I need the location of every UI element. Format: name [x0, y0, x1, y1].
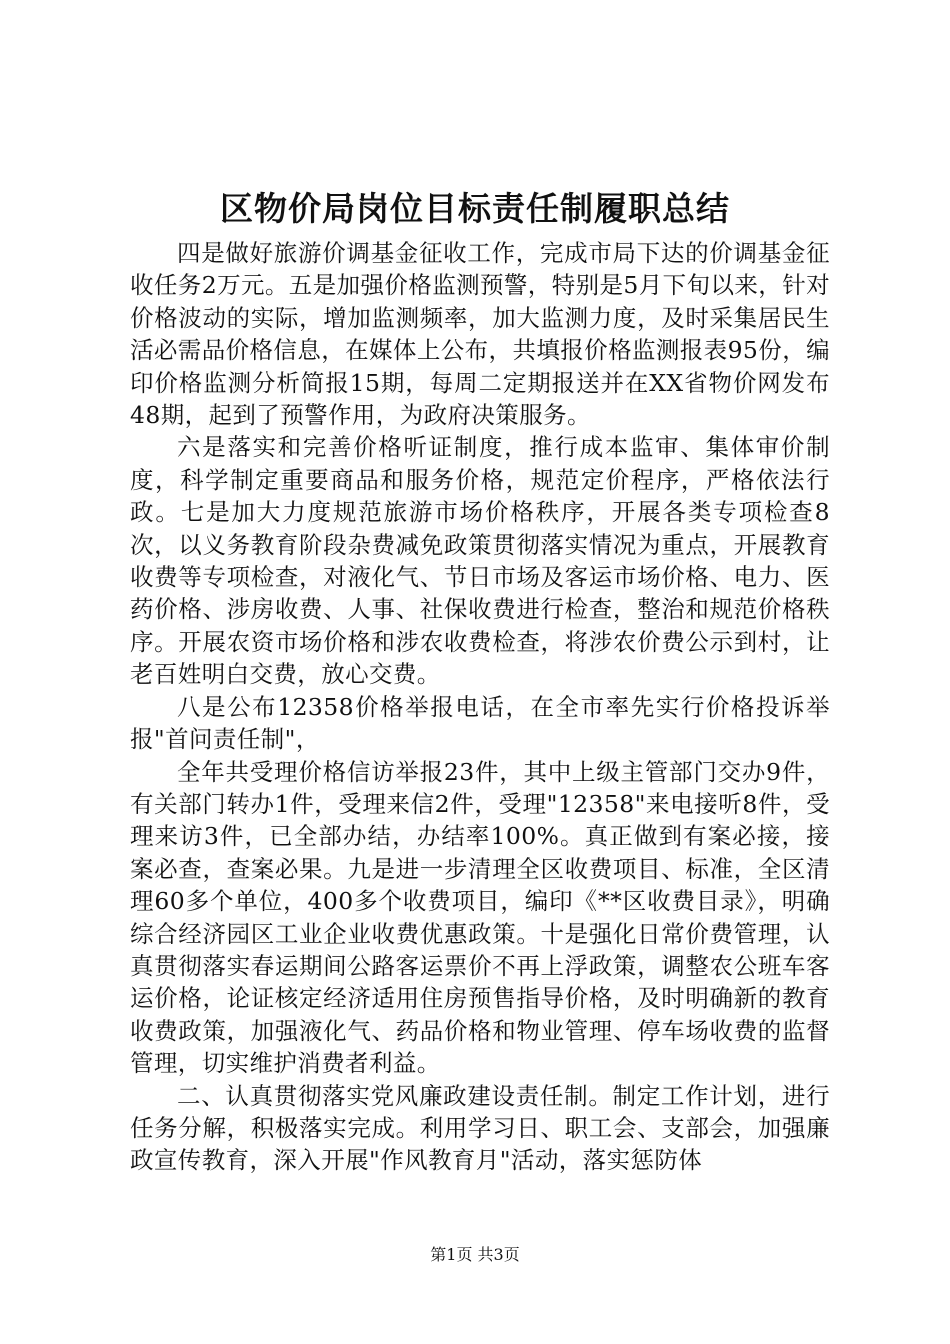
paragraph-3: 八是公布12358价格举报电话，在全市率先实行价格投诉举报"首问责任制"， — [130, 692, 830, 754]
paragraph-2: 六是落实和完善价格听证制度，推行成本监审、集体审价制度，科学制定重要商品和服务价格，规范定价程序，严格依法行政。七是加大力度规范旅游市场价格秩序，开展各类专项检查8次，以义务教育阶段杂费减免政策贯彻落实情况为重点，开展教育收费等专项检查，对液化气、节日市场及客运市场价格、电力、医药价格、涉房收费、人事、社保收费进行检查，整治和规范价格秩序。开展农资市场价格和涉农收费检查，将涉农价费公示到村，让老百姓明白交费，放心交费。 — [130, 433, 830, 689]
page-number-footer: 第1页 共3页 — [430, 1245, 520, 1264]
document-title: 区物价局岗位目标责任制履职总结 — [220, 189, 730, 228]
document-body — [130, 237, 830, 1177]
paragraph-5: 二、认真贯彻落实党风廉政建设责任制。制定工作计划，进行任务分解，积极落实完成。利用学习日、职工会、支部会，加强廉政宣传教育，深入开展"作风教育月"活动，落实惩防体 — [130, 1081, 830, 1175]
paragraph-4: 全年共受理价格信访举报23件，其中上级主管部门交办9件，有关部门转办1件，受理来信2件，受理"12358"来电接听8件，受理来访3件，已全部办结，办结率100%。真正做到有案必接，接案必查，查案必果。九是进一步清理全区收费项目、标准，全区清理60多个单位，400多个收费项目，编印《**区收费目录》，明确综合经济园区工业企业收费优惠政策。十是强化日常价费管理，认真贯彻落实春运期间公路客运票价不再上浮政策，调整农公班车客运价格，论证核定经济适用住房预售指导价格，及时明确新的教育收费政策，加强液化气、药品价格和物业管理、停车场收费的监督管理，切实维护消费者利益。 — [130, 757, 830, 1078]
paragraph-1: 四是做好旅游价调基金征收工作，完成市局下达的价调基金征收任务2万元。五是加强价格监测预警，特别是5月下旬以来，针对价格波动的实际，增加监测频率，加大监测力度，及时采集居民生活必需品价格信息，在媒体上公布，共填报价格监测报表95份，编印价格监测分析简报15期，每周二定期报送并在XX省物价网发布48期，起到了预警作用，为政府决策服务。 — [130, 239, 830, 430]
